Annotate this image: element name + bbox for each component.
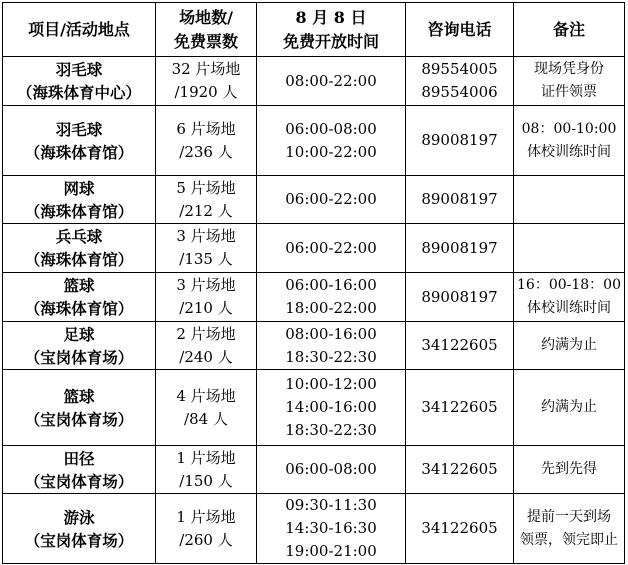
note-cell	[514, 176, 625, 224]
hours-cell-line: 14:00-16:00	[285, 398, 377, 416]
capacity-cell	[156, 176, 257, 224]
phone-cell	[406, 224, 514, 273]
header-phone: 咨询电话	[406, 3, 514, 57]
note-cell	[514, 106, 625, 176]
note-cell	[514, 370, 625, 446]
hours-cell	[257, 370, 406, 446]
note-cell	[514, 57, 625, 106]
note-cell-line: 领票，领完即止	[520, 531, 618, 548]
table-row	[3, 446, 625, 494]
venue-cell-line: 羽毛球	[55, 119, 103, 139]
table-row	[3, 273, 625, 322]
note-cell-line: 16：00-18：00	[517, 277, 621, 293]
hours-cell-line: 08:00-16:00	[285, 324, 377, 343]
capacity-cell	[156, 57, 257, 106]
note-cell-line: 提前一天到场	[527, 508, 611, 525]
table-row	[3, 106, 625, 176]
table-row	[3, 494, 625, 564]
hours-cell-line: 09:30-11:30	[285, 496, 377, 514]
phone-cell-line: 89008197	[421, 190, 498, 208]
phone-cell	[406, 494, 514, 564]
hours-cell-line: 08:00-22:00	[285, 71, 377, 90]
phone-cell-line: 34122605	[421, 460, 498, 478]
venue-schedule-table	[2, 2, 625, 564]
hours-cell	[257, 57, 406, 106]
capacity-cell	[156, 370, 257, 446]
phone-cell-line: 89554006	[421, 83, 498, 101]
capacity-cell-line: 32 片场地	[171, 60, 241, 78]
header-venue: 项目/活动地点	[3, 3, 156, 57]
note-cell	[514, 494, 625, 564]
phone-cell-line: 89554005	[421, 60, 498, 78]
note-cell	[514, 322, 625, 370]
hours-cell-line: 10:00-22:00	[285, 142, 377, 161]
venue-cell-line: 游泳	[63, 507, 95, 527]
venue-cell	[3, 224, 156, 273]
phone-cell	[406, 106, 514, 176]
table-row	[3, 176, 625, 224]
note-cell-line: 约满为止	[541, 399, 597, 415]
capacity-cell-line: /260 人	[179, 530, 233, 549]
note-cell	[514, 224, 625, 273]
venue-cell-line: （宝岗体育场）	[24, 471, 134, 491]
phone-cell-line: 34122605	[421, 398, 498, 416]
venue-cell	[3, 273, 156, 322]
note-cell-line: 体校训练时间	[527, 143, 611, 160]
note-cell-line: 现场凭身份	[534, 61, 604, 77]
note-cell	[514, 273, 625, 322]
hours-cell-line: 06:00-22:00	[285, 238, 377, 257]
hours-cell-line: 18:30-22:30	[285, 421, 377, 439]
hours-cell	[257, 273, 406, 322]
venue-cell-line: （海珠体育馆）	[24, 299, 134, 318]
capacity-cell-line: /210 人	[179, 299, 233, 317]
venue-cell-line: 羽毛球	[55, 60, 103, 79]
phone-cell-line: 89008197	[421, 238, 498, 257]
capacity-cell-line: 6 片场地	[176, 119, 236, 138]
venue-cell	[3, 57, 156, 106]
table-row	[3, 57, 625, 106]
venue-cell	[3, 446, 156, 494]
capacity-cell-line: 2 片场地	[176, 324, 236, 343]
table-row	[3, 370, 625, 446]
venue-cell-line: 篮球	[63, 386, 95, 406]
venue-cell-line: （海珠体育馆）	[24, 142, 134, 162]
capacity-cell	[156, 273, 257, 322]
hours-cell-line: 10:00-12:00	[285, 375, 377, 393]
capacity-cell-line: /150 人	[179, 471, 233, 490]
capacity-cell-line: /212 人	[179, 201, 233, 220]
capacity-cell-line: 4 片场地	[176, 386, 236, 405]
hours-cell-line: 06:00-16:00	[285, 276, 377, 294]
capacity-cell-line: /236 人	[179, 142, 233, 161]
note-cell-line: 约满为止	[541, 337, 597, 353]
capacity-cell-line: 5 片场地	[176, 178, 236, 197]
capacity-cell-line: 3 片场地	[176, 227, 236, 245]
note-cell-line: 08：00-10:00	[521, 120, 617, 137]
capacity-cell	[156, 322, 257, 370]
capacity-cell-line: /135 人	[179, 250, 233, 268]
venue-cell-line: 兵乓球	[55, 227, 103, 246]
hours-cell	[257, 322, 406, 370]
venue-cell-line: （海珠体育馆）	[24, 201, 134, 221]
capacity-cell-line: /1920 人	[174, 83, 238, 101]
venue-cell-line: （宝岗体育场）	[24, 409, 134, 429]
phone-cell	[406, 57, 514, 106]
venue-cell	[3, 494, 156, 564]
phone-cell	[406, 273, 514, 322]
header-note: 备注	[514, 3, 625, 57]
phone-cell	[406, 322, 514, 370]
venue-cell-line: 田径	[63, 448, 95, 468]
capacity-cell-line: /240 人	[179, 347, 233, 366]
capacity-cell-line: 3 片场地	[176, 276, 236, 294]
hours-cell-line: 06:00-22:00	[285, 190, 377, 208]
hours-cell	[257, 446, 406, 494]
capacity-cell-line: /84 人	[184, 409, 228, 428]
phone-cell-line: 89008197	[421, 131, 498, 149]
hours-cell	[257, 176, 406, 224]
venue-cell-line: 网球	[63, 178, 95, 198]
hours-cell	[257, 224, 406, 273]
hours-cell-line: 06:00-08:00	[285, 460, 377, 478]
venue-cell	[3, 370, 156, 446]
venue-cell-line: （海珠体育中心）	[16, 83, 141, 102]
venue-cell-line: （宝岗体育场）	[24, 347, 134, 367]
venue-cell	[3, 322, 156, 370]
hours-cell	[257, 106, 406, 176]
capacity-cell	[156, 446, 257, 494]
hours-cell-line: 18:00-22:00	[285, 299, 377, 317]
capacity-cell	[156, 224, 257, 273]
hours-cell-line: 18:30-22:30	[285, 347, 377, 366]
header-hours: 8 月 8 日 免费开放时间	[257, 3, 406, 57]
phone-cell	[406, 370, 514, 446]
hours-cell	[257, 494, 406, 564]
venue-cell-line: 足球	[63, 324, 95, 344]
phone-cell-line: 34122605	[421, 336, 498, 354]
phone-cell-line: 89008197	[421, 287, 498, 306]
venue-cell-line: 篮球	[63, 276, 95, 295]
venue-cell	[3, 106, 156, 176]
venue-cell	[3, 176, 156, 224]
header-row	[3, 3, 625, 57]
table-row	[3, 224, 625, 273]
note-cell	[514, 446, 625, 494]
phone-cell-line: 34122605	[421, 519, 498, 537]
capacity-cell	[156, 106, 257, 176]
venue-cell-line: （宝岗体育场）	[24, 530, 134, 550]
table-row	[3, 322, 625, 370]
capacity-cell	[156, 494, 257, 564]
note-cell-line: 证件领票	[541, 84, 597, 100]
capacity-cell-line: 1 片场地	[176, 448, 236, 467]
header-capacity: 场地数/ 免费票数	[156, 3, 257, 57]
note-cell-line: 体校训练时间	[527, 300, 611, 316]
phone-cell	[406, 446, 514, 494]
hours-cell-line: 14:30-16:30	[285, 519, 377, 537]
hours-cell-line: 19:00-21:00	[285, 542, 377, 560]
venue-cell-line: （海珠体育馆）	[24, 250, 134, 269]
capacity-cell-line: 1 片场地	[176, 507, 236, 526]
note-cell-line: 先到先得	[541, 461, 597, 477]
phone-cell	[406, 176, 514, 224]
hours-cell-line: 06:00-08:00	[285, 119, 377, 138]
